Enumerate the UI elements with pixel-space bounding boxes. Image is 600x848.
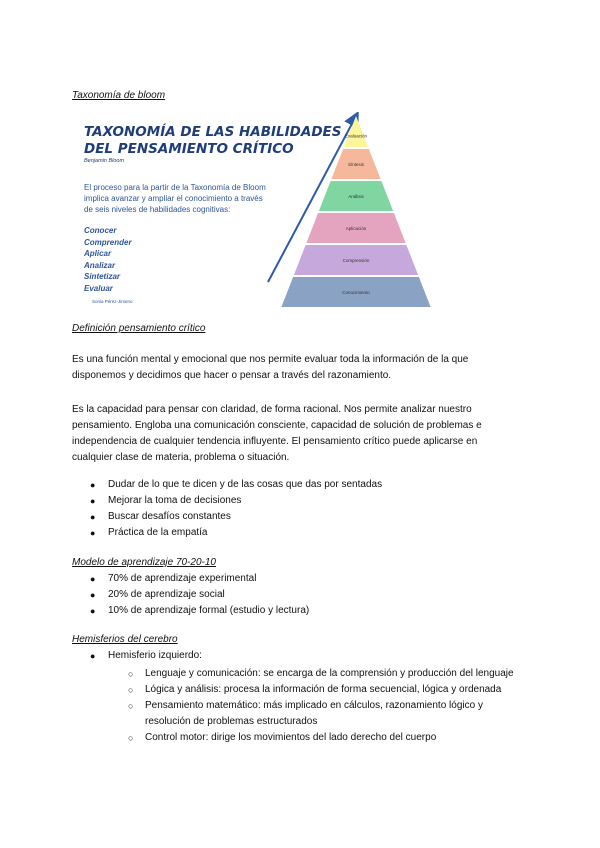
sub-bullet-circle: ○ [128,701,134,711]
figure-note: Sonia Pérez-Jimeno [92,299,133,304]
level-comprender: Comprender [84,237,132,247]
bullet-dot: ● [90,496,96,506]
figure-title-line2: DEL PENSAMIENTO CRÍTICO [84,141,294,157]
sub-bullet-circle: ○ [128,669,134,679]
level-analizar: Analizar [84,260,116,270]
figure-title-line1: TAXONOMÍA DE LAS HABILIDADES [84,124,342,140]
level-evaluar: Evaluar [84,283,113,293]
sub-bullet-circle: ○ [128,733,134,743]
definition-paragraph-2 [72,402,502,466]
bullet-dot: ● [90,651,96,661]
level-aplicar: Aplicar [84,249,112,258]
bloom-taxonomy-figure [80,112,450,312]
taxonomy-heading: Taxonomía de bloom [72,90,166,101]
p2-line3: independencia de cualquier tendencia influyente. El pensamiento crítico puede aplicarse en [72,436,478,447]
pyramid-level-label: Aplicación [345,226,367,231]
figure-desc-line2: implica avanzar y ampliar el conocimiento a través [84,194,263,203]
pyramid-level-label: Conocimiento [342,290,370,295]
bullet-dot: ● [90,528,96,538]
hemispheres-heading: Hemisferios del cerebro [72,634,178,645]
level-conocer: Conocer [84,226,117,235]
bullet-dot: ● [90,574,96,584]
pyramid-level-label: Comprensión [342,258,370,263]
model-heading: Modelo de aprendizaje 70-20-10 [72,557,216,568]
bullet-dot: ● [90,590,96,600]
sub-bullet-circle: ○ [128,685,134,695]
figure-author: Benjamin Bloom [84,158,125,164]
p1-line1: Es una función mental y emocional que nos permite evaluar toda la información de la que [72,354,469,365]
p2-line1: Es la capacidad para pensar con claridad, de forma racional. Nos permite analizar nuestro [72,404,472,415]
figure-desc-line1: El proceso para la partir de la Taxonomía de Bloom [84,183,266,192]
pyramid-levels [281,116,430,307]
definition-paragraph-1 [72,352,502,384]
figure-desc-line3: de seis niveles de habilidades cognitivas: [84,205,231,214]
pyramid-level-label: Síntesis [347,162,365,167]
pyramid-level-label: Análisis [348,194,364,199]
pyramid-graphic [80,112,450,312]
definition-heading: Definición pensamiento crítico [72,323,206,334]
bullet-dot: ● [90,606,96,616]
document-page: Taxonomía de bloom TAXONOMÍA DE LAS HABILIDADES DEL PENSAMIENTO CRÍTICO Benjamin Bloom El proceso para la partir de la Taxonomía de Bloom implica avanzar y ampliar el conocimiento a través de seis niveles de habilidades cognitivas: Conocer Comprender Aplicar Analizar Sintetizar Evaluar Sonia Pérez-Jimeno Evaluación Síntesis Análisis Aplicación Comprensión Conocimiento Definición pensamiento crítico Es una función mental y emocional que nos permite evaluar toda la información de la que disponemos y decidimos que hacer o pensar a través del razonamiento. Es la capacidad para pensar con claridad, de forma racional. Nos permite analizar nuestro pensamiento. Engloba una comunicación consciente, capacidad de solución de problemas e independencia de cualquier tendencia influyente. El pensamiento crítico puede aplicarse en cualquier clase de materia, problema o situación. ● Dudar de lo que te dicen y de las cosas que das por sentadas ● Mejorar la toma de decisiones ● Buscar desafíos constantes ● Práctica de la empatía Modelo de aprendizaje 70-20-10 ● 70% de aprendizaje experimental ● 20% de aprendizaje social ● 10% de aprendizaje formal (estudio y lectura) Hemisferios del cerebro ● Hemisferio izquierdo: ○ Lenguaje y comunicación: se encarga de la comprensión y producción del lenguaje ○ Lógica y análisis: procesa la información de forma secuencial, lógica y ordenada ○ Pensamiento matemático: más implicado en cálculos, razonamiento lógico y resolución de problemas estructurados ○ Control motor: dirige los movimientos del lado derecho del cuerpo [0,0,600,848]
p2-line2: pensamiento. Engloba una comunicación consciente, capacidad de solución de problemas e [72,420,482,431]
p1-line2: disponemos y decidimos que hacer o pensar a través del razonamiento. [72,370,392,381]
bullet-dot: ● [90,480,96,490]
p2-line4: cualquier clase de materia, problema o situación. [72,452,290,463]
pyramid-level-label: Evaluación [344,133,368,139]
bullet-dot: ● [90,512,96,522]
level-sintetizar: Sintetizar [84,272,121,281]
